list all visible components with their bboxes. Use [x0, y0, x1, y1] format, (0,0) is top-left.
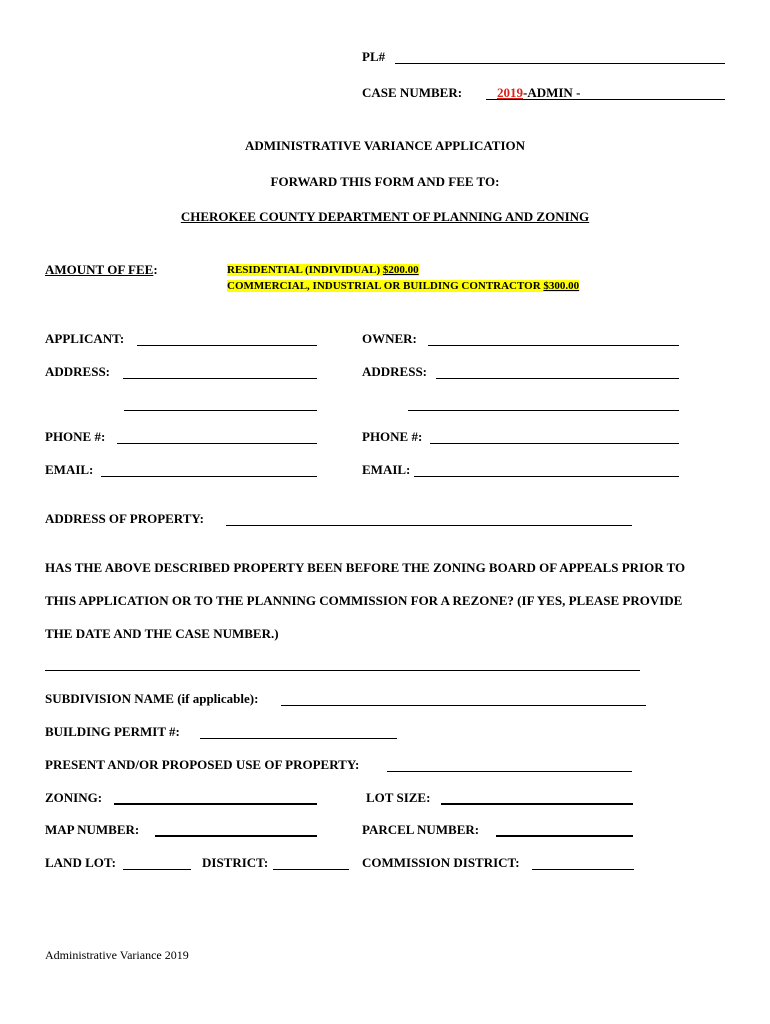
owner-email-label: EMAIL: — [362, 462, 411, 477]
prior-appeal-answer-field[interactable] — [45, 670, 640, 671]
applicant-address-field[interactable] — [123, 378, 317, 379]
property-use-label: PRESENT AND/OR PROPOSED USE OF PROPERTY: — [45, 757, 360, 772]
applicant-label: APPLICANT: — [45, 331, 125, 346]
pl-label: PL# — [362, 49, 386, 64]
fee-commercial: COMMERCIAL, INDUSTRIAL OR BUILDING CONTRACTOR $300.00 — [227, 280, 580, 292]
footer-text: Administrative Variance 2019 — [45, 948, 189, 962]
page-title: ADMINISTRATIVE VARIANCE APPLICATION — [244, 138, 526, 153]
prior-appeal-question-line1: HAS THE ABOVE DESCRIBED PROPERTY BEEN BEFORE THE ZONING BOARD OF APPEALS PRIOR TO — [45, 560, 686, 575]
building-permit-field[interactable] — [200, 738, 397, 739]
subdivision-label: SUBDIVISION NAME (if applicable): — [45, 691, 259, 706]
commission-district-label: COMMISSION DISTRICT: — [362, 855, 520, 870]
owner-address-line2-field[interactable] — [408, 410, 679, 411]
owner-phone-label: PHONE #: — [362, 429, 423, 444]
applicant-address-line2-field[interactable] — [124, 410, 317, 411]
commission-district-field[interactable] — [532, 869, 634, 870]
owner-address-label: ADDRESS: — [362, 364, 428, 379]
building-permit-label: BUILDING PERMIT #: — [45, 724, 180, 739]
case-number-field[interactable] — [486, 99, 725, 100]
forward-instruction: FORWARD THIS FORM AND FEE TO: — [270, 174, 500, 189]
owner-email-field[interactable] — [414, 476, 679, 477]
land-lot-label: LAND LOT: — [45, 855, 116, 870]
prior-appeal-question-line3: THE DATE AND THE CASE NUMBER.) — [45, 626, 279, 641]
applicant-field[interactable] — [137, 345, 317, 346]
pl-number-field[interactable] — [395, 63, 725, 64]
owner-phone-field[interactable] — [430, 443, 679, 444]
map-number-field[interactable] — [155, 835, 317, 837]
department-name: CHEROKEE COUNTY DEPARTMENT OF PLANNING AND ZONING — [180, 209, 590, 224]
property-address-field[interactable] — [226, 525, 632, 526]
prior-appeal-question-line2: THIS APPLICATION OR TO THE PLANNING COMMISSION FOR A REZONE? (IF YES, PLEASE PROVIDE — [45, 593, 683, 608]
case-year: 2019 — [497, 85, 523, 100]
district-field[interactable] — [273, 869, 349, 870]
fee-residential: RESIDENTIAL (INDIVIDUAL) $200.00 — [227, 264, 419, 276]
property-address-label: ADDRESS OF PROPERTY: — [45, 511, 204, 526]
applicant-phone-field[interactable] — [117, 443, 317, 444]
owner-address-field[interactable] — [436, 378, 679, 379]
zoning-field[interactable] — [114, 803, 317, 805]
subdivision-field[interactable] — [281, 705, 646, 706]
applicant-email-label: EMAIL: — [45, 462, 94, 477]
owner-label: OWNER: — [362, 331, 417, 346]
parcel-number-label: PARCEL NUMBER: — [362, 822, 480, 837]
land-lot-field[interactable] — [123, 869, 191, 870]
owner-field[interactable] — [428, 345, 679, 346]
applicant-address-label: ADDRESS: — [45, 364, 111, 379]
parcel-number-field[interactable] — [496, 835, 633, 837]
applicant-phone-label: PHONE #: — [45, 429, 106, 444]
case-number-label: CASE NUMBER: — [362, 85, 463, 100]
map-number-label: MAP NUMBER: — [45, 822, 140, 837]
district-label: DISTRICT: — [202, 855, 269, 870]
zoning-label: ZONING: — [45, 790, 103, 805]
case-suffix: -ADMIN - — [523, 85, 581, 100]
lot-size-label: LOT SIZE: — [366, 790, 431, 805]
lot-size-field[interactable] — [441, 803, 633, 805]
applicant-email-field[interactable] — [101, 476, 317, 477]
property-use-field[interactable] — [387, 771, 632, 772]
amount-of-fee-label: AMOUNT OF FEE: — [45, 262, 158, 277]
